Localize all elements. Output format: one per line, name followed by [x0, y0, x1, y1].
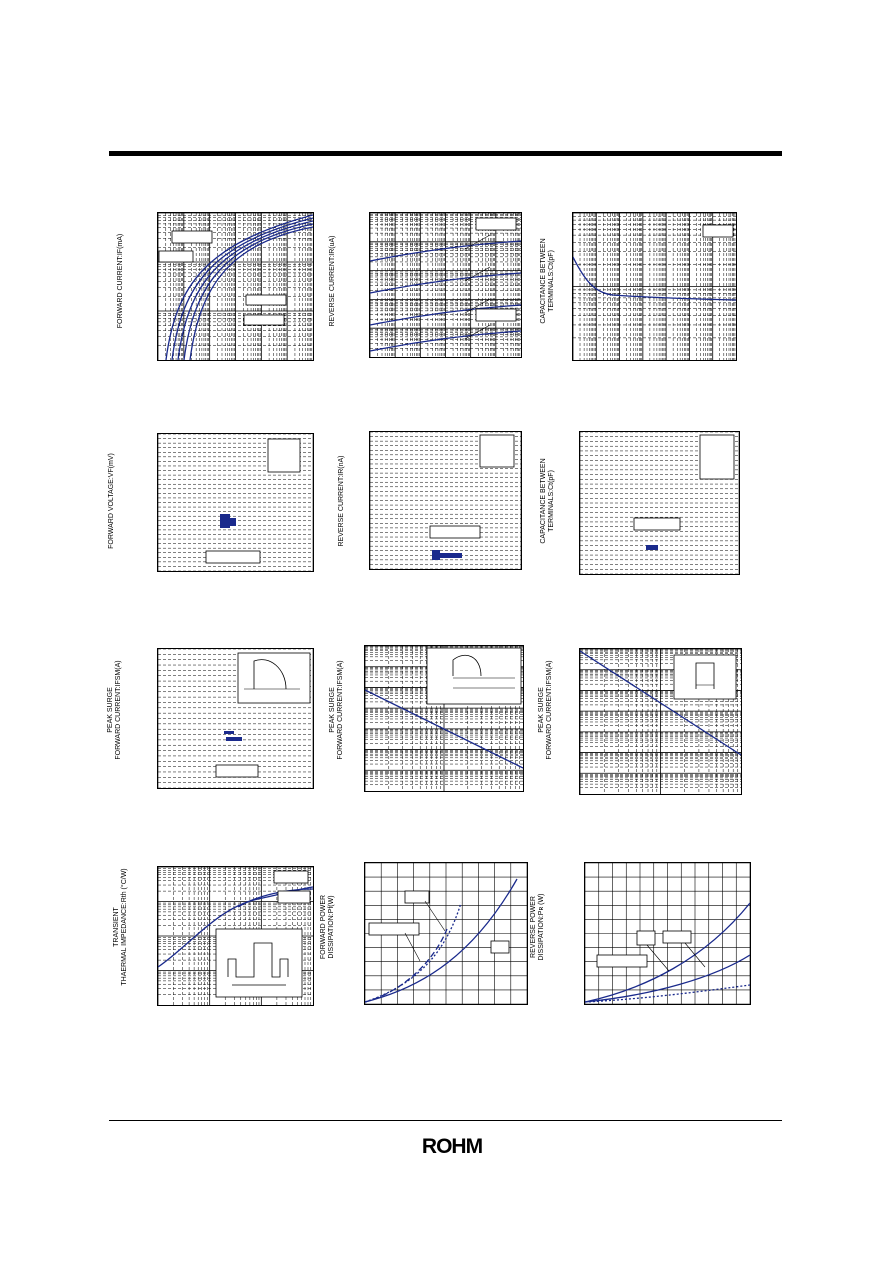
legend-box — [244, 315, 284, 325]
chart-forward-current — [157, 212, 314, 361]
header-rule — [109, 151, 782, 156]
legend-box — [703, 225, 733, 237]
leader-line — [465, 267, 490, 281]
legend-box — [278, 891, 310, 903]
chart-reverse-power — [584, 862, 751, 1005]
legend-box — [172, 231, 212, 243]
rohm-logo: ROHM — [421, 1135, 483, 1158]
legend-box — [634, 518, 680, 530]
legend-box — [246, 295, 286, 305]
ylabel-chart-7: PEAK SURGE FORWARD CURRENT:IFSM(A) — [107, 660, 122, 760]
chart-ifsm-distribution — [157, 648, 314, 789]
legend-box — [274, 871, 308, 883]
ylabel-chart-2: REVERSE CURRENT:IR(uA) — [329, 235, 336, 327]
legend-box — [238, 653, 310, 703]
legend-box — [700, 435, 734, 479]
chart-forward-power — [364, 862, 528, 1005]
distribution-mark — [226, 737, 242, 741]
legend-box — [159, 251, 193, 262]
legend-box — [674, 655, 736, 699]
legend-box — [476, 218, 516, 230]
ylabel-chart-4: FORWARD VOLTAGE:VF(mV) — [108, 453, 115, 549]
curve — [365, 929, 447, 1002]
ylabel-chart-8: PEAK SURGE FORWARD CURRENT:IFSM(A) — [329, 660, 344, 760]
chart-ir-distribution — [369, 431, 522, 570]
legend-box — [206, 551, 260, 563]
chart-thermal-impedance — [157, 866, 314, 1006]
legend-box — [430, 526, 480, 538]
legend-box — [663, 931, 691, 943]
legend-box — [491, 941, 509, 953]
footer-rule — [109, 1120, 782, 1121]
ylabel-chart-12: REVERSE POWER DISSIPATION:Pʀ (W) — [530, 893, 545, 961]
legend-box — [427, 648, 521, 704]
ylabel-chart-10: TRANSIENT THAERMAL IMPEDANCE:Rth (°C/W) — [113, 868, 128, 986]
ylabel-chart-1: FORWARD CURRENT:IF(mA) — [117, 233, 124, 329]
ylabel-chart-6: CAPACITANCE BETWEEN TERMINALS:Ct(pF) — [540, 458, 555, 544]
leader-line — [647, 945, 669, 971]
legend-box — [637, 931, 655, 945]
chart-ifsm-cycles — [364, 645, 524, 792]
distribution-mark — [230, 518, 236, 526]
legend-box — [476, 309, 516, 321]
legend-box — [369, 923, 419, 935]
distribution-mark — [440, 553, 462, 558]
chart-capacitance — [572, 212, 737, 361]
legend-box — [597, 955, 647, 967]
legend-box — [216, 929, 302, 997]
ylabel-chart-11: FORWARD POWER DISSIPATION:Pf(W) — [320, 894, 335, 960]
distribution-mark — [224, 731, 234, 734]
distribution-mark — [432, 550, 440, 560]
ylabel-chart-5: REVERSE CURRENT:IR(nA) — [338, 455, 345, 547]
ylabel-chart-3: CAPACITANCE BETWEEN TERMINALS:Ct(pF) — [540, 238, 555, 324]
chart-ifsm-time — [579, 648, 742, 795]
legend-box — [268, 439, 300, 472]
legend-box — [480, 435, 514, 467]
legend-box — [216, 765, 258, 777]
curve — [365, 903, 461, 1002]
leader-line — [405, 933, 420, 961]
chart-ct-distribution — [579, 431, 740, 575]
distribution-mark — [646, 545, 658, 550]
chart-reverse-current — [369, 212, 522, 358]
ylabel-chart-9: PEAK SURGE FORWARD CURRENT:IFSM(A) — [538, 660, 553, 760]
distribution-mark — [220, 514, 230, 528]
chart-vf-distribution — [157, 433, 314, 572]
